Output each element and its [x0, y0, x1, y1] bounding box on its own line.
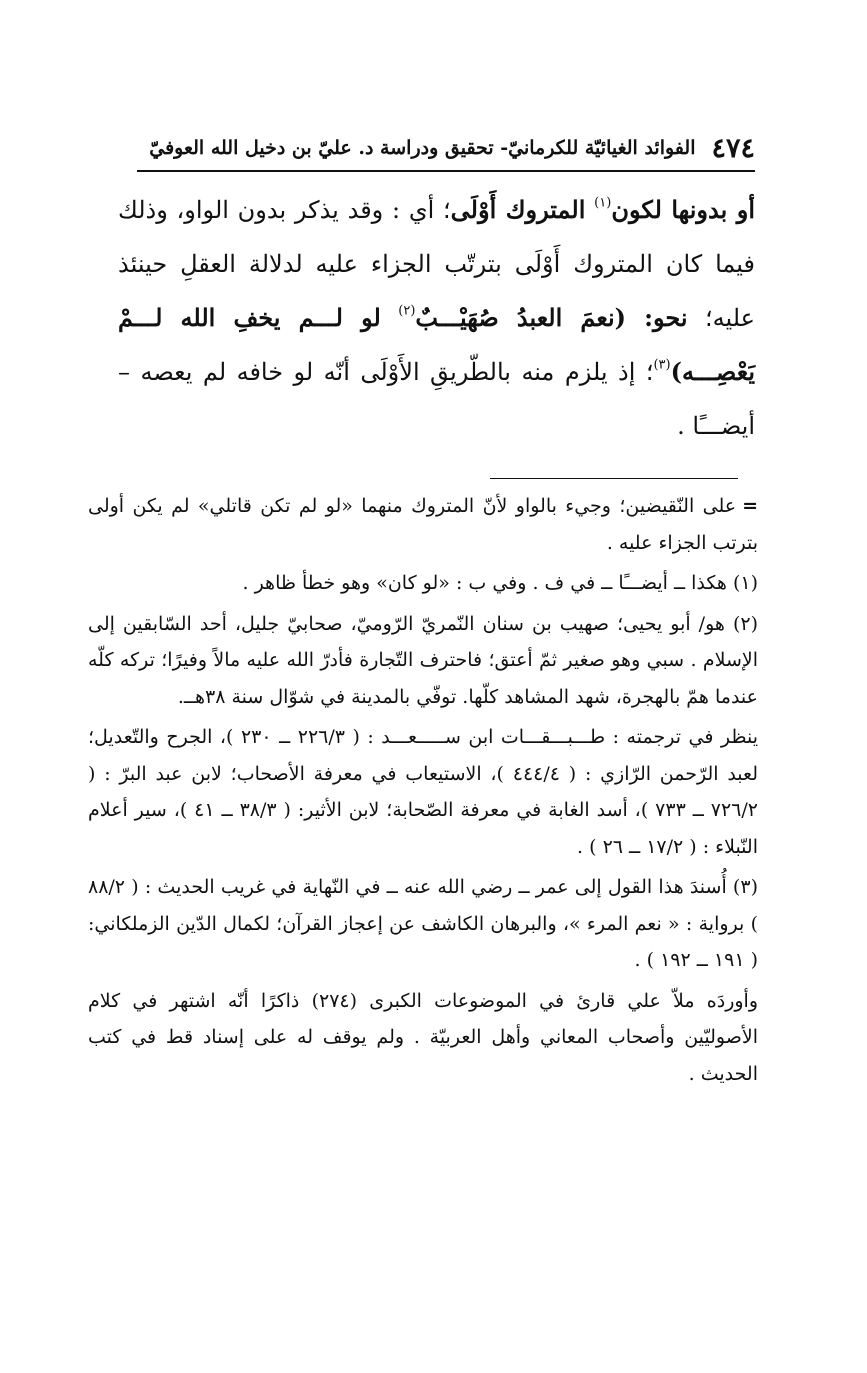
running-header [137, 128, 755, 168]
footnote-text: على النّقيضين؛ وجيء بالواو لأنّ المتروك منهما «لو لم تكن قاتلي» لم يكن أولى بترتب الجزاء عليه . [88, 495, 758, 554]
footnote-2-biography: (٢) هو/ أبو يحيى؛ صهيب بن سنان النّمريّ الرّوميّ، صحابيّ جليل، أحد السّابقين إلى الإسلام . سبي وهو صغير ثمّ أعتق؛ فاحترف التّجارة فأدرّ الله عليه مالاً وفيرًا؛ تركه كلّه عندما همّ بالهجرة، شهد المشاهد كلّها. توفّي بالمدينة في شوّال سنة ٣٨هــ. [88, 612, 758, 708]
main-text-segment: ؛ إذ يلزم منه بالطّريقِ الأَوْلَى أنّه لو خافه لم يعصه – أيضـــًا . [118, 358, 755, 440]
footnote-separator [490, 478, 738, 479]
header-rule [137, 170, 755, 172]
footnote-3-sources: (٣) أُسندَ هذا القول إلى عمر ــ رضي الله عنه ــ في النّهاية في غريب الحديث : ( ٨٨/٢ ) برواية : « نعم المرء »، والبرهان الكاشف عن إعجاز القرآن؛ لكمال الدّين الزملكاني: ( ١٩١ ــ ١٩٢ ) . [88, 876, 758, 971]
footnotes [88, 488, 758, 1096]
continuation-mark: = [742, 495, 758, 517]
main-text [118, 183, 755, 453]
footnote-ref-1: (١) [594, 195, 612, 211]
main-text-segment: لو لـــم يخفِ الله لـــمْ يَعْصِـــه) [118, 303, 755, 386]
footnote-3-note: وأوردَه ملاّ علي قارئ في الموضوعات الكبرى (٢٧٤) ذاكرًا أنّه اشتهر في كلام الأصوليّين وأصحاب المعاني وأهل العربيّة . ولم يوقف له على إسناد قط في كتب الحديث . [88, 989, 759, 1085]
main-paragraph [118, 183, 755, 453]
footnote-ref-3: (٣) [653, 357, 671, 373]
footnote-2-references: ينظر في ترجمته : طـــبـــقـــات ابن ســـــعـــد : ( ٢٢٦/٣ ــ ٢٣٠ )، الجرح والتّعديل؛ لعبد الرّحمن الرّازي : ( ٤٤٤/٤ )، الاستيعاب في معرفة الأصحاب؛ لابن عبد البرّ : ( ٧٢٦/٢ ــ ٧٣٣ )، أسد الغابة في معرفة الصّحابة؛ لابن الأثير: ( ٣٨/٣ ــ ٤١ )، سير أعلام النّبلاء : ( ١٧/٢ ــ ٢٦ ) . [88, 726, 758, 858]
main-text-segment: ؛ أي : وقد يذكر بدون الواو، وذلك فيما كان المتروك أَوْلَى بترتّب الجزاء عليه لدلالة العقلِ حينئذ عليه؛ [118, 196, 755, 332]
footnote-continuation [88, 488, 758, 561]
main-text-segment: المتروك أَوْلَى [450, 195, 586, 224]
footnote-1: (١) هكذا ــ أيضـــًا ــ في ف . وفي ب : «لو كان» وهو خطأ ظاهر . [242, 572, 758, 594]
main-text-segment: أو بدونها لكون [611, 195, 756, 224]
page-number: ٤٧٤ [711, 132, 755, 164]
footnote-ref-2: (٢) [398, 303, 416, 319]
running-title: الفوائد الغيائيّة للكرمانيّ- تحقيق ودراسة د. عليّ بن دخيل الله العوفيّ [149, 137, 696, 159]
main-text-segment: نحو: (نعمَ العبدُ صُهَيْـــبٌ [415, 303, 688, 332]
